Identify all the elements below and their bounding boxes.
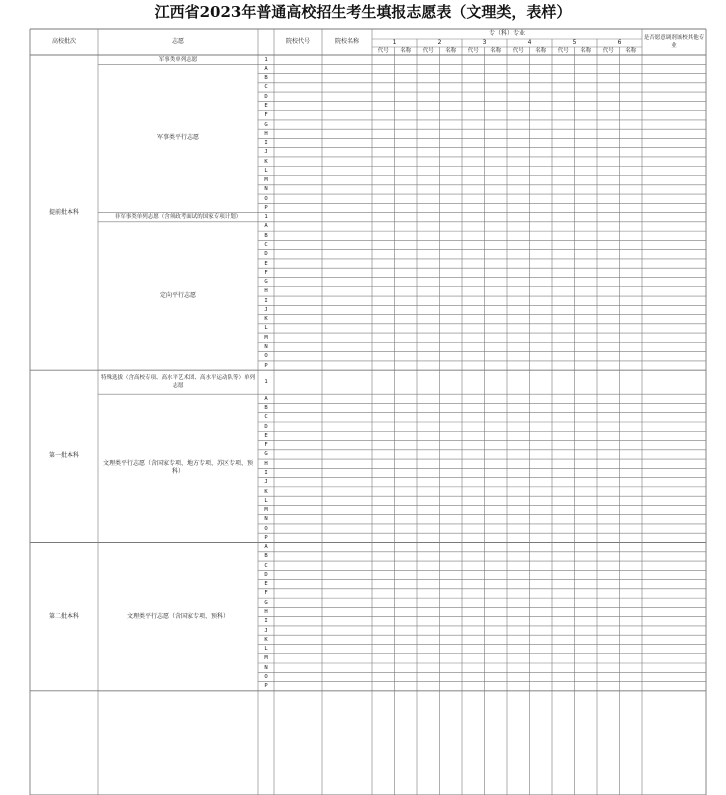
row-sequence: N [264, 343, 268, 350]
major-code-header: 代号 [422, 48, 434, 54]
row-sequence: O [264, 195, 268, 202]
major-code-header: 代号 [512, 48, 524, 54]
row-sequence: K [264, 316, 268, 323]
major-name-header: 名称 [400, 48, 412, 54]
row-sequence: 1 [264, 379, 268, 386]
section-label: 文理类平行志愿（含国家专项、预科） [126, 612, 229, 620]
row-sequence: L [264, 325, 268, 332]
section-label: 非军事类单列志愿（含须政考面试的国家专项计划） [114, 214, 242, 221]
row-sequence: I [264, 140, 268, 147]
row-sequence: I [264, 297, 268, 304]
row-sequence: K [264, 488, 268, 495]
major-name-header: 名称 [535, 48, 547, 54]
row-sequence: P [264, 362, 268, 369]
row-sequence: A [264, 544, 268, 551]
batch-label: 第二批本科 [48, 612, 79, 620]
major-number: 6 [617, 39, 622, 46]
row-sequence: I [264, 469, 268, 476]
row-sequence: K [264, 158, 268, 165]
row-sequence: 1 [264, 214, 268, 221]
row-sequence: K [264, 636, 268, 643]
row-sequence: G [264, 599, 268, 606]
row-sequence: L [264, 167, 268, 174]
row-sequence: F [264, 269, 268, 276]
major-number: 2 [437, 39, 442, 46]
row-sequence: D [264, 423, 268, 430]
major-code-header: 代号 [377, 48, 389, 54]
row-sequence: E [264, 432, 268, 439]
row-sequence: G [264, 451, 268, 458]
row-sequence: C [264, 562, 268, 569]
row-sequence: F [264, 442, 268, 449]
row-sequence: L [264, 497, 268, 504]
row-sequence: E [264, 102, 268, 109]
row-sequence: I [264, 618, 268, 625]
major-code-header: 代号 [557, 48, 569, 54]
row-sequence: E [264, 581, 268, 588]
row-sequence: M [264, 177, 268, 184]
row-sequence: B [264, 553, 268, 560]
section-label: 军事类平行志愿 [156, 134, 199, 142]
row-sequence: N [264, 664, 268, 671]
row-sequence: J [264, 627, 268, 634]
row-sequence: P [264, 683, 268, 690]
row-sequence: G [264, 279, 268, 286]
row-sequence: F [264, 590, 268, 597]
row-sequence: H [264, 288, 268, 295]
row-sequence: D [264, 93, 268, 100]
row-sequence: M [264, 507, 268, 514]
row-sequence: D [264, 251, 268, 258]
row-sequence: C [264, 242, 268, 249]
row-sequence: O [264, 353, 268, 360]
batch-label: 第一批本科 [48, 452, 79, 460]
row-sequence: H [264, 460, 268, 467]
major-name-header: 名称 [445, 48, 457, 54]
row-sequence: 1 [264, 56, 268, 63]
section-label: 特殊选拔（含高校专项、高水平艺术团、高水平运动队等）单列志愿 [100, 375, 255, 390]
major-number: 3 [482, 39, 487, 46]
row-sequence: N [264, 186, 268, 193]
section-label: 文理类平行志愿（含国家专项、地方专项、苏区专项、预科） [102, 460, 253, 476]
header-school-code: 院校代号 [285, 38, 310, 45]
major-code-header: 代号 [467, 48, 479, 54]
major-number: 5 [572, 39, 577, 46]
row-sequence: J [264, 479, 268, 486]
section-label: 军事类单列志愿 [158, 56, 198, 63]
row-sequence: C [264, 84, 268, 91]
major-code-header: 代号 [602, 48, 614, 54]
section-label: 定向平行志愿 [159, 292, 196, 300]
row-sequence: H [264, 609, 268, 615]
major-name-header: 名称 [580, 48, 592, 54]
major-number: 1 [392, 39, 397, 46]
batch-label: 提前批本科 [48, 208, 79, 216]
row-sequence: M [264, 655, 268, 662]
row-sequence: F [264, 112, 268, 119]
major-number: 4 [527, 39, 532, 46]
header-section: 志愿 [171, 38, 184, 45]
row-sequence: N [264, 516, 268, 523]
row-sequence: P [264, 204, 268, 211]
row-sequence: O [264, 525, 268, 532]
row-sequence: D [264, 571, 268, 578]
row-sequence: L [264, 646, 268, 653]
form-title: 江西省2023年普通高校招生考生填报志愿表（文理类，表样） [154, 3, 572, 21]
major-name-header: 名称 [490, 48, 502, 54]
header-school-name: 院校名称 [334, 38, 359, 45]
row-sequence: H [264, 130, 268, 137]
row-sequence: B [264, 405, 268, 412]
row-sequence: A [264, 65, 268, 72]
row-sequence: G [264, 121, 268, 128]
row-sequence: M [264, 334, 268, 341]
row-sequence: J [264, 149, 268, 156]
row-sequence: A [264, 395, 268, 402]
row-sequence: E [264, 260, 268, 267]
row-sequence: B [264, 232, 268, 239]
header-majors-group: 专（科）专业 [488, 30, 525, 37]
row-sequence: J [264, 306, 268, 313]
header-adjust: 是否愿意调剂该校其他专业 [643, 35, 705, 49]
row-sequence: B [264, 75, 268, 82]
header-batch: 高校批次 [51, 38, 76, 45]
row-sequence: O [264, 673, 268, 680]
row-sequence: C [264, 414, 268, 421]
major-name-header: 名称 [625, 48, 637, 54]
row-sequence: P [264, 534, 268, 541]
row-sequence: A [264, 223, 268, 230]
